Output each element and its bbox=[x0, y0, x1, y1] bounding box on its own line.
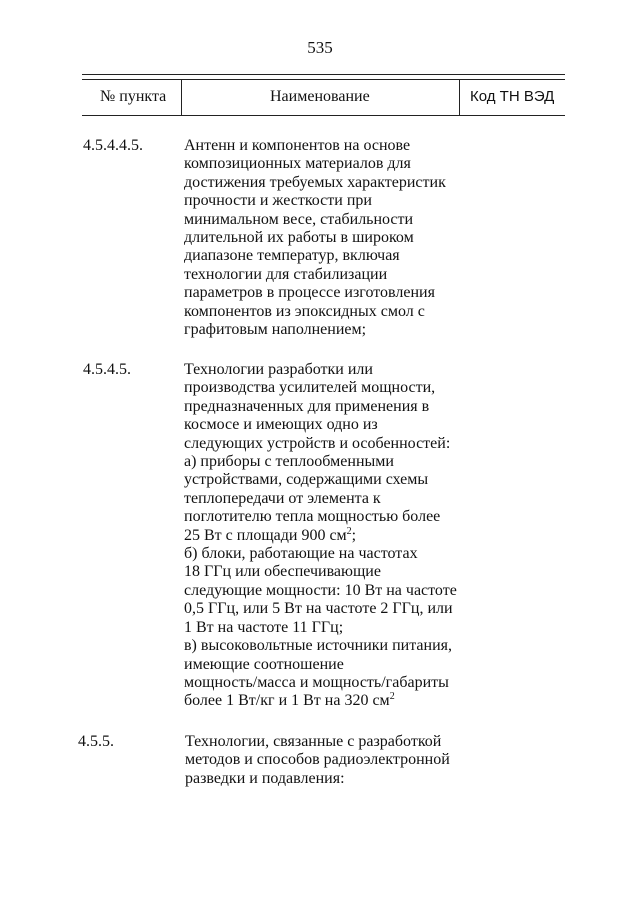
entry-line: Технологии, связанные с разработкой bbox=[185, 733, 442, 750]
header-divider-1 bbox=[181, 79, 182, 115]
entry-number: 4.5.4.5. bbox=[83, 361, 131, 378]
header-name-column: Наименование bbox=[270, 88, 370, 105]
entry-line: достижения требуемых характеристик bbox=[184, 173, 446, 191]
page-number: 535 bbox=[307, 38, 333, 57]
entry-number: 4.5.4.4.5. bbox=[83, 137, 143, 154]
entry-line: мощность/масса и мощность/габариты bbox=[184, 673, 449, 691]
entry-line: разведки и подавления: bbox=[185, 769, 345, 787]
entry-line: имеющие соотношение bbox=[184, 655, 344, 673]
entry-text bbox=[185, 733, 450, 788]
entry-line: диапазоне температур, включая bbox=[184, 247, 400, 265]
header-top-rule bbox=[82, 74, 565, 75]
entry-line: в) высоковольтные источники питания, bbox=[184, 637, 452, 655]
entry-line: б) блоки, работающие на частотах bbox=[184, 545, 418, 563]
entry-line: Технологии разработки или bbox=[184, 361, 373, 378]
entry-line bbox=[184, 527, 457, 545]
superscript: 2 bbox=[346, 525, 352, 537]
entry-number: 4.5.5. bbox=[78, 733, 114, 750]
header-divider-2 bbox=[459, 79, 460, 115]
entry-line: прочности и жесткости при bbox=[184, 192, 372, 210]
entry-line: 1 Вт на частоте 11 ГГц; bbox=[184, 618, 344, 636]
entry-line: следующие мощности: 10 Вт на частоте bbox=[184, 581, 457, 599]
entry-line: композиционных материалов для bbox=[184, 155, 411, 173]
entry-line: 18 ГГц или обеспечивающие bbox=[184, 563, 381, 581]
entry-line: графитовым наполнением; bbox=[184, 321, 367, 339]
superscript: 2 bbox=[389, 691, 395, 703]
entry-line: следующих устройств и особенностей: bbox=[184, 434, 451, 452]
entry-line-text: 25 Вт с площади 900 см bbox=[184, 526, 347, 544]
header-top-rule-second bbox=[82, 79, 565, 80]
entry-line: производства усилителей мощности, bbox=[184, 379, 436, 397]
entry-line: теплопередачи от элемента к bbox=[184, 489, 381, 507]
entry-text bbox=[184, 137, 446, 339]
entry-line: поглотителю тепла мощностью более bbox=[184, 508, 441, 526]
header-code-column: Код ТН ВЭД bbox=[470, 88, 555, 105]
entry-line: Антенн и компонентов на основе bbox=[184, 137, 411, 154]
entry-line: минимальном весе, стабильности bbox=[184, 210, 414, 228]
entry-line: космосе и имеющих одно из bbox=[184, 416, 378, 434]
entry-line: длительной их работы в широком bbox=[184, 229, 414, 247]
header-bottom-rule bbox=[82, 115, 565, 116]
header-number-column: № пункта bbox=[100, 88, 167, 105]
entry-line: методов и способов радиоэлектронной bbox=[185, 751, 450, 769]
entry-text bbox=[184, 361, 457, 711]
entry-line: а) приборы с теплообменными bbox=[184, 453, 394, 471]
entry-line: технологии для стабилизации bbox=[184, 265, 388, 283]
entry-line: предназначенных для применения в bbox=[184, 397, 430, 415]
entry-line: компонентов из эпоксидных смол с bbox=[184, 302, 425, 320]
entry-line: параметров в процессе изготовления bbox=[184, 284, 435, 302]
entry-line: 0,5 ГГц, или 5 Вт на частоте 2 ГГц, или bbox=[184, 600, 453, 618]
entry-line: устройствами, содержащими схемы bbox=[184, 471, 429, 489]
punctuation: ; bbox=[351, 526, 357, 544]
entry-line-text: более 1 Вт/кг и 1 Вт на 320 см bbox=[184, 692, 390, 710]
entry-line bbox=[184, 692, 457, 710]
